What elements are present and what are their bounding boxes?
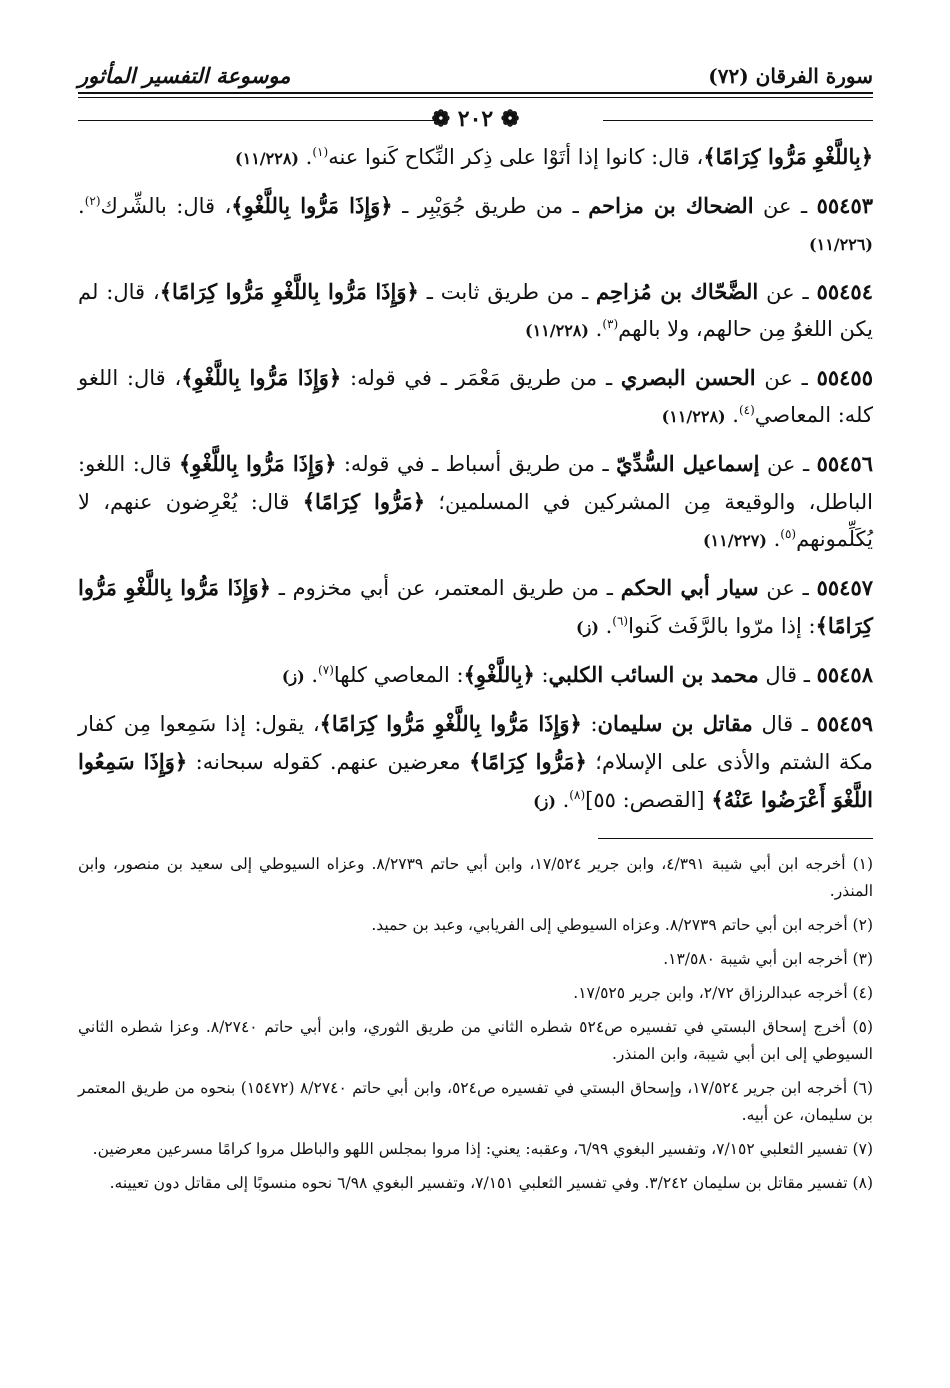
entry-number: ٥٥٤٥٧: [816, 575, 874, 600]
entry: [78, 445, 873, 559]
page-number-row: [78, 104, 873, 138]
footnote: (٣) أخرجه ابن أبي شيبة ١٣/٥٨٠.: [663, 950, 873, 968]
entry-text: :: [581, 712, 598, 736]
entry-text: ـ عن: [753, 194, 817, 218]
entry-text: .: [725, 403, 739, 427]
narrator-name: سيار أبي الحكم: [620, 575, 759, 600]
entry-text: .: [304, 663, 319, 687]
entry-text: ، قال: بالشِّرك: [100, 194, 232, 218]
entry-text: ـ عن: [755, 366, 817, 390]
footnote-marker: (٨): [569, 788, 586, 802]
entry-number: ٥٥٤٥٨: [816, 662, 873, 687]
entry-text: [القصص: ٥٥]: [585, 788, 712, 812]
volume-reference: (١١/٢٢٨): [235, 149, 299, 168]
entry-text: .: [588, 317, 603, 341]
entry-text: : المعاصي كلها: [333, 663, 464, 687]
footnote: (٨) تفسير مقاتل بن سليمان ٣/٢٤٢. وفي تفسير الثعلبي ٧/١٥١، وتفسير البغوي ٦/٩٨ نحوه منسوبًا إلى مقاتل دون تعيينه.: [109, 1174, 873, 1192]
volume-reference: (١١/٢٢٨): [661, 407, 726, 426]
entry-text: .: [555, 788, 570, 812]
entry: [78, 187, 873, 263]
narrator-name: إسماعيل السُّدِّيّ: [616, 451, 760, 476]
main-text: [78, 138, 873, 820]
entry-text: ، يقول: إذا سَمِعوا مِن كفار مكة الشتم والأذى على الإسلام؛: [78, 712, 873, 774]
entry-text: قال: يُعْرِضون عنهم، لا يُكَلِّمونهم: [78, 490, 873, 551]
entry-text: .: [598, 614, 613, 638]
narrator-name: الضحاك بن مزاحم: [588, 193, 754, 218]
entry-text: ـ من طريق أسباط ـ في قوله:: [336, 452, 617, 476]
footnote-marker: (٥): [780, 527, 797, 541]
entry-text: .: [766, 527, 781, 551]
entry: [78, 359, 873, 435]
page: [78, 48, 873, 1204]
footnote-marker: (٣): [602, 317, 619, 331]
narrator-name: الحسن البصري: [620, 365, 756, 390]
quran-quote: ﴿وَإِذَا مَرُّوا بِاللَّغْوِ مَرُّوا كِرَامًا﴾: [319, 711, 582, 736]
quran-quote: ﴿بِاللَّغْوِ مَرُّوا كِرَامًا﴾: [703, 144, 873, 169]
entry-text: ـ عن: [759, 452, 817, 476]
footnote: (٥) أخرج إسحاق البستي في تفسيره ص٥٢٤ شطره الثاني من طريق الثوري، وابن أبي حاتم ٨/٢٧٤٠. وعزا شطره الثاني السيوطي إلى ابن أبي شيبة، وابن المنذر.: [78, 1018, 873, 1063]
entry-text: ، قال: اللغو كله: المعاصي: [78, 366, 873, 427]
entry: [78, 656, 873, 695]
entry-text: : إذا مرّوا بالرَّفَث كَنوا: [628, 614, 816, 638]
footnote: (١) أخرجه ابن أبي شيبة ٤/٣٩١، وابن جرير ١٧/٥٢٤، وابن أبي حاتم ٨/٢٧٣٩. وعزاه السيوطي إلى سعيد بن منصور، وابن المنذر.: [78, 855, 874, 900]
entry-text: ـ عن: [758, 576, 817, 600]
entry-number: ٥٥٤٥٤: [816, 279, 873, 304]
entry-text: .: [78, 194, 85, 218]
quran-quote: ﴿بِاللَّغْوِ﴾: [463, 662, 535, 687]
page-number: ❁ ٢٠٢ ❁: [431, 106, 520, 132]
quran-quote: ﴿وَإِذَا مَرُّوا بِاللَّغْوِ مَرُّوا كِرَامًا﴾: [78, 575, 873, 638]
footnote: (٢) أخرجه ابن أبي حاتم ٨/٢٧٣٩. وعزاه السيوطي إلى الفريابي، وعبد بن حميد.: [371, 916, 873, 934]
header-surah: سورة الفرقان (٧٢): [708, 64, 873, 88]
header-book-title: موسوعة التفسير المأثور: [78, 63, 291, 88]
entry-text: ـ من طريق المعتمر، عن أبي مخزوم ـ: [270, 576, 621, 600]
volume-reference: (١١/٢٢٨): [525, 321, 589, 340]
entry-text: ـ من طريق جُوَيْبِر ـ: [392, 194, 589, 218]
volume-reference: (١١/٢٢٦): [809, 235, 873, 254]
entry-text: :: [534, 663, 549, 687]
volume-reference: (ز): [281, 667, 305, 686]
entry-text: ، قال: كانوا إذا أتَوْا على ذِكر النِّكاح كَنوا عنه: [328, 145, 704, 169]
entry: [78, 273, 873, 349]
entry-number: ٥٥٤٥٣: [816, 193, 874, 218]
header-rule: [78, 97, 873, 98]
footnote: (٤) أخرجه عبدالرزاق ٢/٧٢، وابن جرير ١٧/٥٢٥.: [573, 984, 873, 1002]
footnotes: [78, 851, 873, 1197]
entry-text: ـ من طريق ثابت ـ: [418, 280, 597, 304]
quran-quote: ﴿وَإِذَا سَمِعُوا اللَّغْوَ أَعْرَضُوا عَنْهُ﴾: [78, 749, 873, 812]
footnote-marker: (٦): [612, 614, 629, 628]
quran-quote: ﴿وَإِذَا مَرُّوا بِاللَّغْوِ﴾: [231, 193, 393, 218]
quran-quote: ﴿مَرُّوا كِرَامًا﴾: [469, 749, 587, 774]
footnote: (٦) أخرجه ابن جرير ١٧/٥٢٤، وإسحاق البستي في تفسيره ص٥٢٤، وابن أبي حاتم ٨/٢٧٤٠ (١٥٤٧٢) بنحوه من طريق المعتمر بن سليمان، عن أبيه.: [78, 1079, 874, 1124]
entry-text: ـ قال: [752, 712, 817, 736]
footnote-marker: (٧): [318, 663, 334, 677]
running-header: [78, 48, 873, 94]
narrator-name: مقاتل بن سليمان: [597, 711, 753, 736]
quran-quote: ﴿مَرُّوا كِرَامًا﴾: [302, 489, 426, 514]
narrator-name: محمد بن السائب الكلبي: [548, 662, 759, 687]
footnote-marker: (١): [312, 145, 329, 159]
entry-text: ـ من طريق مَعْمَر ـ في قوله:: [341, 366, 621, 390]
entry-text: قال: اللغو: الباطل، والوقيعة مِن المشركين في المسلمين؛: [78, 452, 873, 514]
entry: [78, 569, 873, 646]
entry-number: ٥٥٤٥٥: [816, 365, 873, 390]
entry-text: .: [299, 145, 313, 169]
footnote-marker: (٢): [84, 194, 101, 208]
footnote: (٧) تفسير الثعلبي ٧/١٥٢، وتفسير البغوي ٦/٩٩، وعقبه: يعني: إذا مروا بمجلس اللهو والباطل مروا كرامًا مسرعين معرضين.: [92, 1140, 873, 1158]
quran-quote: ﴿وَإِذَا مَرُّوا بِاللَّغْوِ﴾: [178, 451, 337, 476]
entry-text: ـ قال: [758, 663, 817, 687]
quran-quote: ﴿وَإِذَا مَرُّوا بِاللَّغْوِ مَرُّوا كِرَامًا﴾: [159, 279, 419, 304]
entry: [78, 705, 873, 820]
entry-text: معرضين عنهم. كقوله سبحانه:: [187, 750, 470, 774]
entry-text: ـ عن: [758, 280, 817, 304]
footnote-separator: [598, 838, 873, 839]
entry: [78, 138, 873, 177]
entry-number: ٥٥٤٥٦: [816, 451, 873, 476]
quran-quote: ﴿وَإِذَا مَرُّوا بِاللَّغْوِ﴾: [181, 365, 342, 390]
page-number-rule-left: [78, 120, 448, 121]
footnote-marker: (٤): [738, 403, 755, 417]
entry-number: ٥٥٤٥٩: [816, 711, 873, 736]
volume-reference: (ز): [576, 618, 599, 637]
volume-reference: (١١/٢٢٧): [702, 531, 767, 550]
entry-text: ، قال: لم يكن اللغوُ مِن حالهم، ولا بالهم: [78, 280, 873, 341]
narrator-name: الضَّحّاك بن مُزاحِم: [596, 279, 759, 304]
volume-reference: (ز): [533, 792, 556, 811]
